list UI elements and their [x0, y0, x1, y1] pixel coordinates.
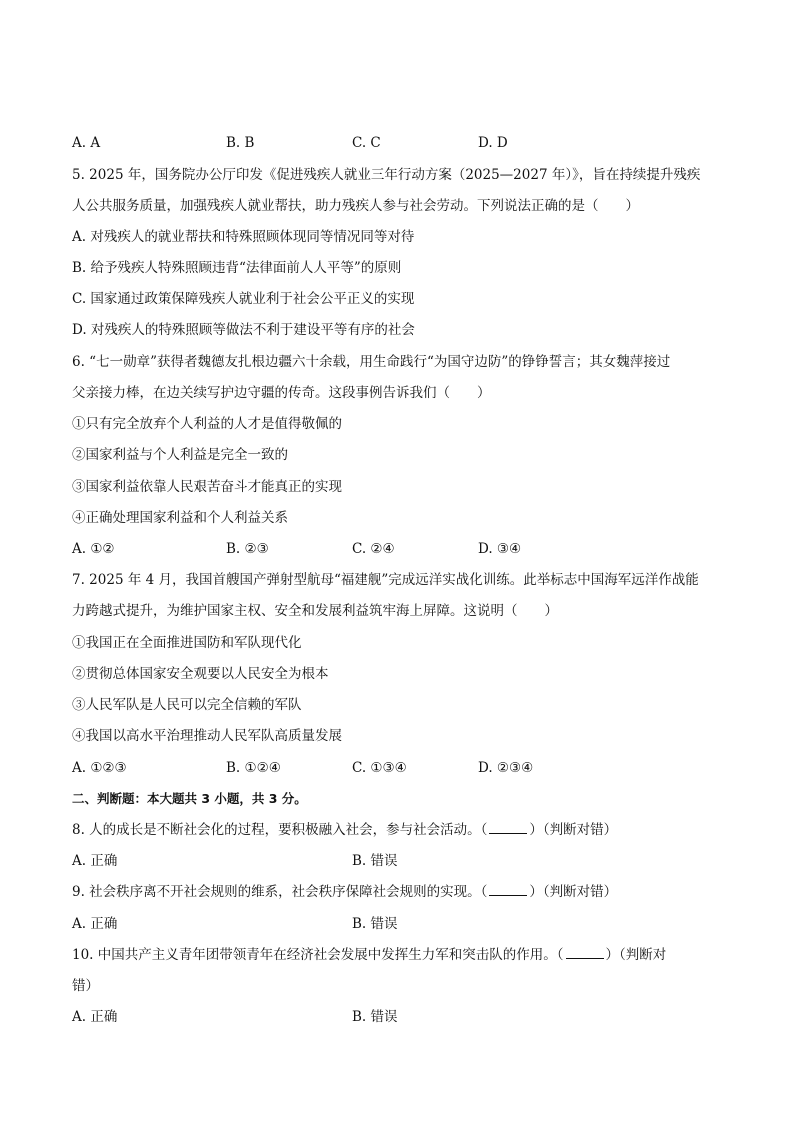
q9-options — [72, 914, 732, 934]
q6-options — [72, 539, 732, 559]
q8-answer-blank[interactable] — [489, 821, 527, 834]
q9-answer-blank[interactable] — [489, 883, 527, 896]
q6-stem-line1: 6. “七一勋章”获得者魏德友扎根边疆六十余载，用生命践行“为国守边防”的铮铮誓言；其女魏萍接过 — [72, 354, 671, 370]
q10-option-a[interactable]: A. 正确 — [72, 1009, 118, 1025]
q8-stem-suffix: ）（判断对错） — [529, 822, 618, 838]
q4-option-c[interactable]: C. C — [352, 135, 381, 151]
q6-option-a[interactable]: A. ①② — [72, 541, 115, 557]
q4-option-d[interactable]: D. D — [478, 135, 508, 151]
q5-option-d[interactable]: D. 对残疾人的特殊照顾等做法不利于建设平等有序的社会 — [72, 322, 415, 338]
q8-stem — [72, 820, 617, 840]
q7-option-d[interactable]: D. ②③④ — [478, 760, 534, 776]
q7-statement-4: ④我国以高水平治理推动人民军队高质量发展 — [72, 728, 342, 744]
q6-option-c[interactable]: C. ②④ — [352, 541, 395, 557]
q7-stem-line2: 力跨越式提升，为维护国家主权、安全和发展利益筑牢海上屏障。这说明（ ） — [72, 603, 558, 619]
q7-option-c[interactable]: C. ①③④ — [352, 760, 407, 776]
q8-stem-text: 8. 人的成长是不断社会化的过程，要积极融入社会，参与社会活动。（ — [72, 822, 488, 838]
q5-option-c[interactable]: C. 国家通过政策保障残疾人就业利于社会公平正义的实现 — [72, 291, 415, 307]
q7-statement-2: ②贯彻总体国家安全观要以人民安全为根本 — [72, 666, 329, 682]
q9-stem-suffix: ）（判断对错） — [529, 884, 618, 900]
q6-statement-2: ②国家利益与个人利益是完全一致的 — [72, 447, 288, 463]
q6-statement-4: ④正确处理国家利益和个人利益关系 — [72, 510, 288, 526]
q7-option-b[interactable]: B. ①②④ — [226, 760, 281, 776]
q9-stem — [72, 882, 617, 902]
q8-option-a[interactable]: A. 正确 — [72, 853, 118, 869]
q10-stem-suffix: ）（判断对 — [605, 947, 667, 963]
q8-options — [72, 851, 732, 871]
q9-stem-text: 9. 社会秩序离不开社会规则的维系，社会秩序保障社会规则的实现。（ — [72, 884, 488, 900]
q6-option-d[interactable]: D. ③④ — [478, 541, 522, 557]
q5-stem-line1: 5. 2025 年，国务院办公厅印发《促进残疾人就业三年行动方案（2025—2027 年）》，旨在持续提升残疾 — [72, 167, 701, 183]
q7-options — [72, 758, 732, 778]
q10-stem-line2: 错） — [72, 978, 99, 994]
q6-statement-1: ①只有完全放弃个人利益的人才是值得敬佩的 — [72, 416, 342, 432]
q7-stem-line1: 7. 2025 年 4 月，我国首艘国产弹射型航母“福建舰”完成远洋实战化训练。此举标志中国海军远洋作战能 — [72, 572, 699, 588]
q5-option-a[interactable]: A. 对残疾人的就业帮扶和特殊照顾体现同等情况同等对待 — [72, 229, 415, 245]
q6-option-b[interactable]: B. ②③ — [226, 541, 269, 557]
q10-options — [72, 1007, 732, 1027]
q10-option-b[interactable]: B. 错误 — [352, 1009, 398, 1025]
q9-option-b[interactable]: B. 错误 — [352, 916, 398, 932]
q4-option-a[interactable]: A. A — [72, 135, 101, 151]
q10-stem-text: 10. 中国共产主义青年团带领青年在经济社会发展中发挥生力军和突击队的作用。（ — [72, 947, 564, 963]
q4-options — [72, 133, 732, 153]
q10-stem — [72, 945, 666, 965]
q5-option-b[interactable]: B. 给予残疾人特殊照顾违背“法律面前人人平等”的原则 — [72, 260, 402, 276]
q10-answer-blank[interactable] — [566, 946, 604, 959]
q9-option-a[interactable]: A. 正确 — [72, 916, 118, 932]
q4-option-b[interactable]: B. B — [226, 135, 255, 151]
q7-statement-3: ③人民军队是人民可以完全信赖的军队 — [72, 697, 302, 713]
q6-stem-line2: 父亲接力棒，在边关续写护边守疆的传奇。这段事例告诉我们（ ） — [72, 385, 491, 401]
q6-statement-3: ③国家利益依靠人民艰苦奋斗才能真正的实现 — [72, 479, 342, 495]
q8-option-b[interactable]: B. 错误 — [352, 853, 398, 869]
q7-statement-1: ①我国正在全面推进国防和军队现代化 — [72, 635, 302, 651]
q5-stem-line2: 人公共服务质量，加强残疾人就业帮扶，助力残疾人参与社会劳动。下列说法正确的是（ ） — [72, 198, 639, 214]
q7-option-a[interactable]: A. ①②③ — [72, 760, 127, 776]
section-heading-judgement: 二、判断题：本大题共 3 小题，共 3 分。 — [72, 791, 307, 806]
